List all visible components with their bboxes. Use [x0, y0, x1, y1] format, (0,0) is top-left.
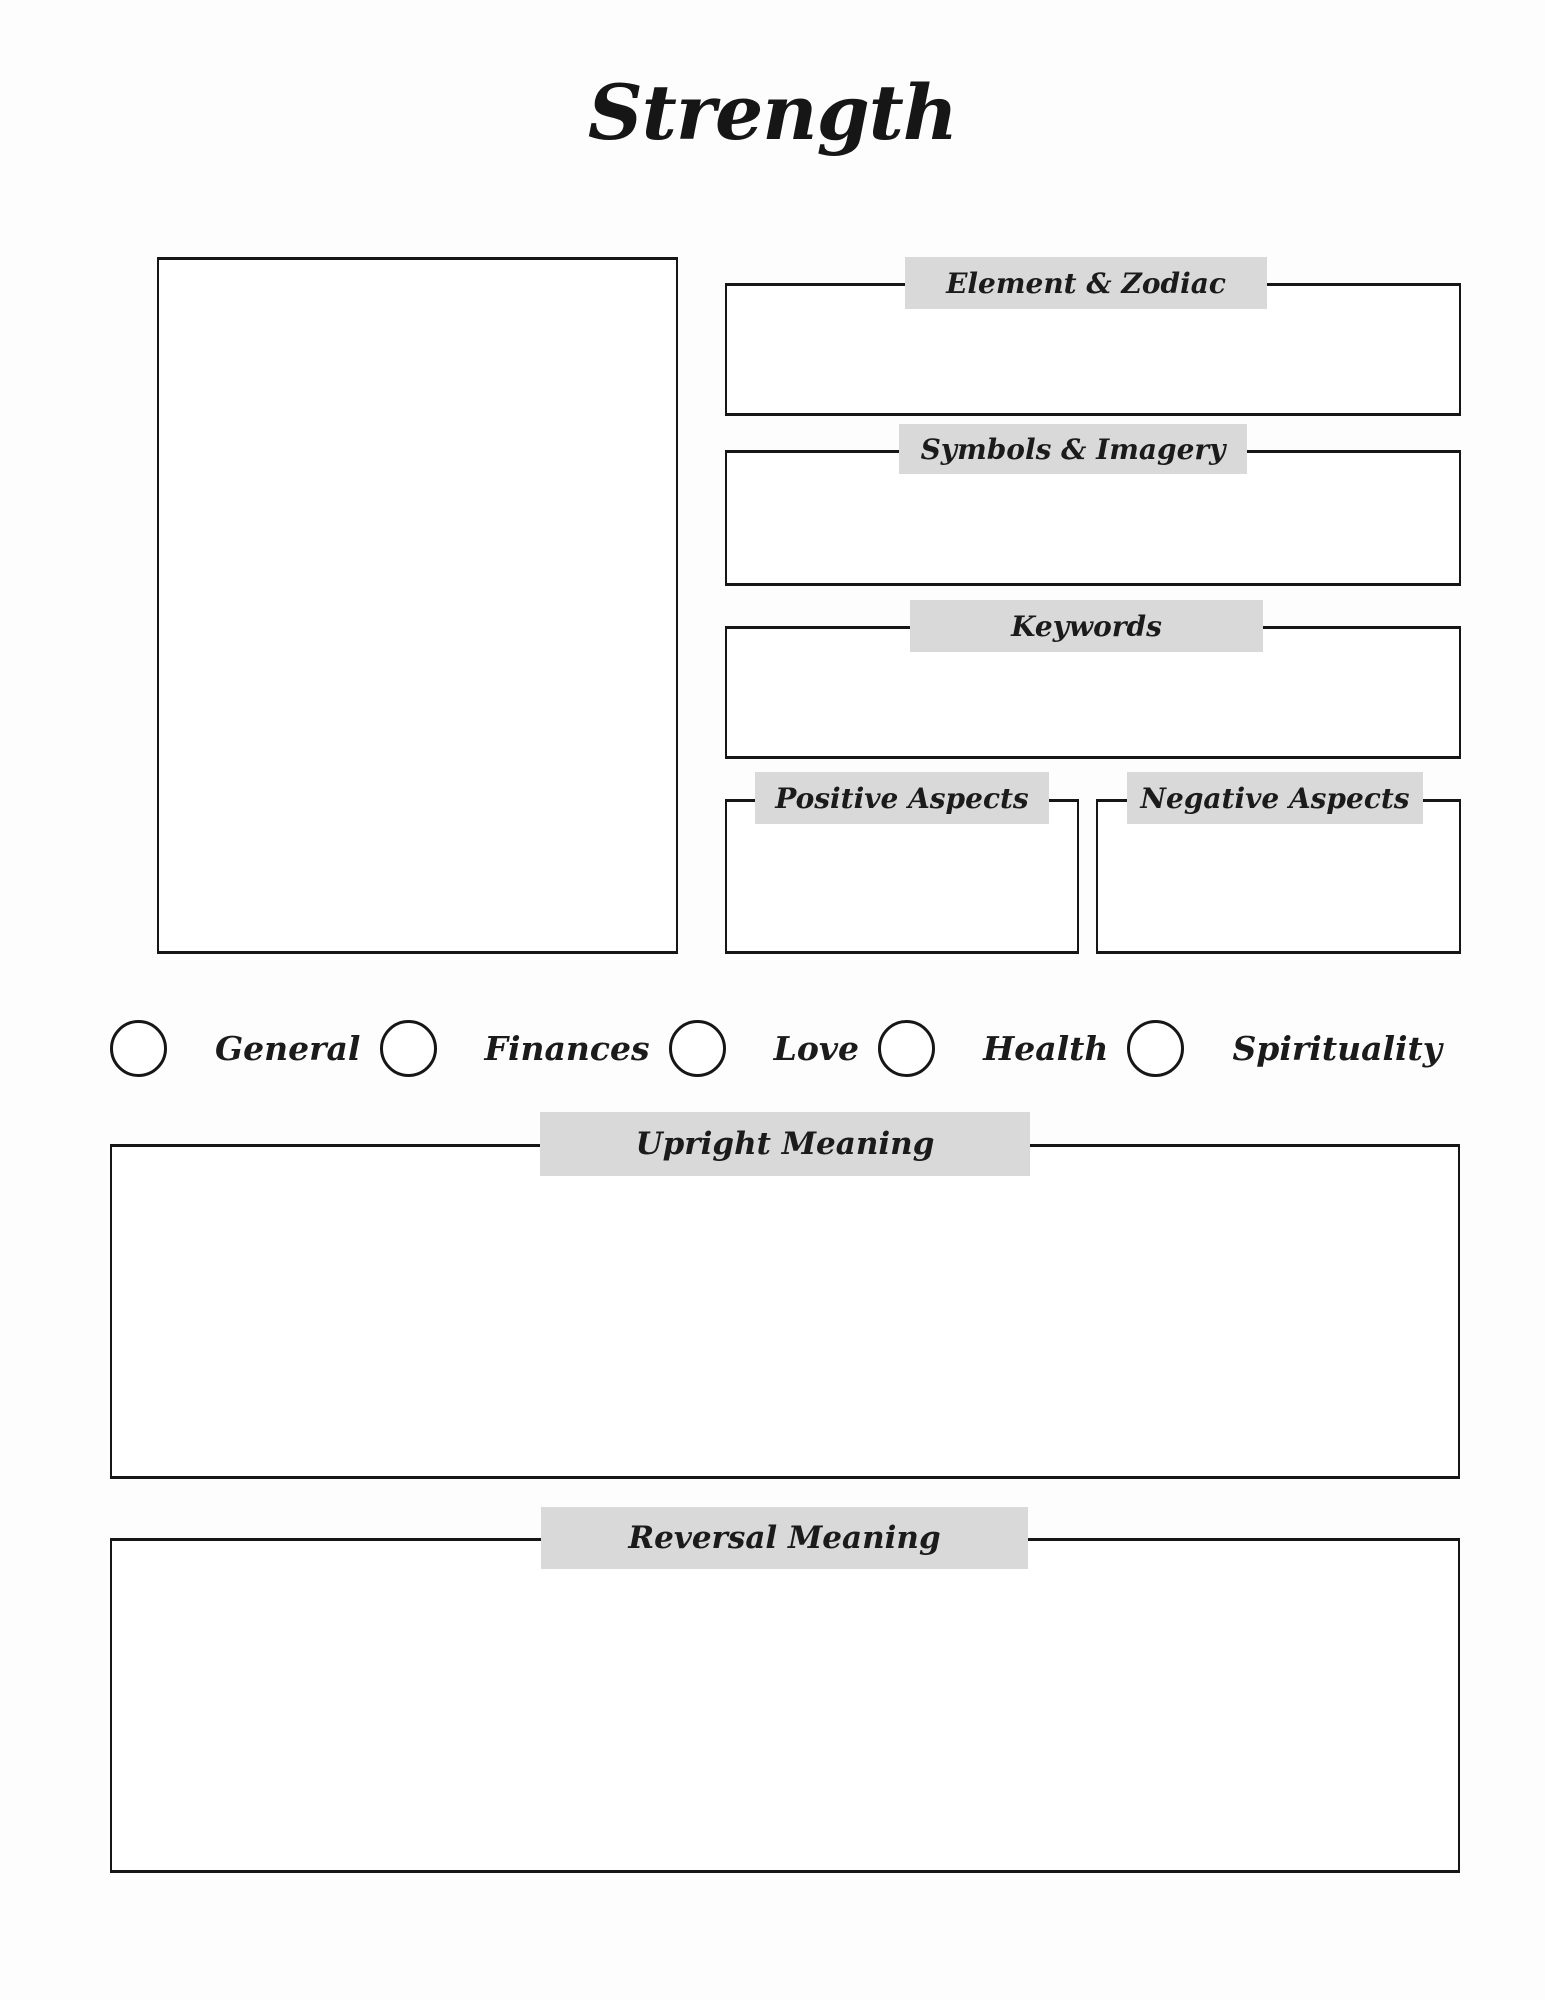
- category-label-finances: Finances: [484, 1028, 650, 1068]
- category-label-love: Love: [773, 1028, 859, 1068]
- reversal-meaning-label: Reversal Meaning: [541, 1507, 1028, 1569]
- checkbox-circle-finances[interactable]: [380, 1020, 437, 1077]
- reversal-meaning-box[interactable]: [110, 1538, 1460, 1873]
- page-title: Strength: [587, 68, 958, 157]
- category-spirituality: [1127, 1020, 1441, 1077]
- section-label-element-zodiac: Element & Zodiac: [905, 257, 1267, 309]
- section-label-symbols-imagery: Symbols & Imagery: [899, 424, 1247, 474]
- checkbox-circle-general[interactable]: [110, 1020, 167, 1077]
- category-label-health: Health: [983, 1028, 1109, 1068]
- section-label-keywords: Keywords: [910, 600, 1263, 652]
- category-general: [110, 1020, 360, 1077]
- upright-meaning-label: Upright Meaning: [540, 1112, 1030, 1176]
- category-health: [878, 1020, 1108, 1077]
- categories-row: [110, 1014, 1442, 1082]
- negative-aspects-label: Negative Aspects: [1127, 772, 1423, 824]
- checkbox-circle-love[interactable]: [669, 1020, 726, 1077]
- checkbox-circle-spirituality[interactable]: [1127, 1020, 1184, 1077]
- positive-aspects-label: Positive Aspects: [755, 772, 1049, 824]
- upright-meaning-box[interactable]: [110, 1144, 1460, 1479]
- card-image-box[interactable]: [157, 257, 678, 954]
- category-label-general: General: [215, 1028, 361, 1068]
- category-label-spirituality: Spirituality: [1232, 1028, 1442, 1068]
- category-love: [669, 1020, 859, 1077]
- category-finances: [380, 1020, 650, 1077]
- checkbox-circle-health[interactable]: [878, 1020, 935, 1077]
